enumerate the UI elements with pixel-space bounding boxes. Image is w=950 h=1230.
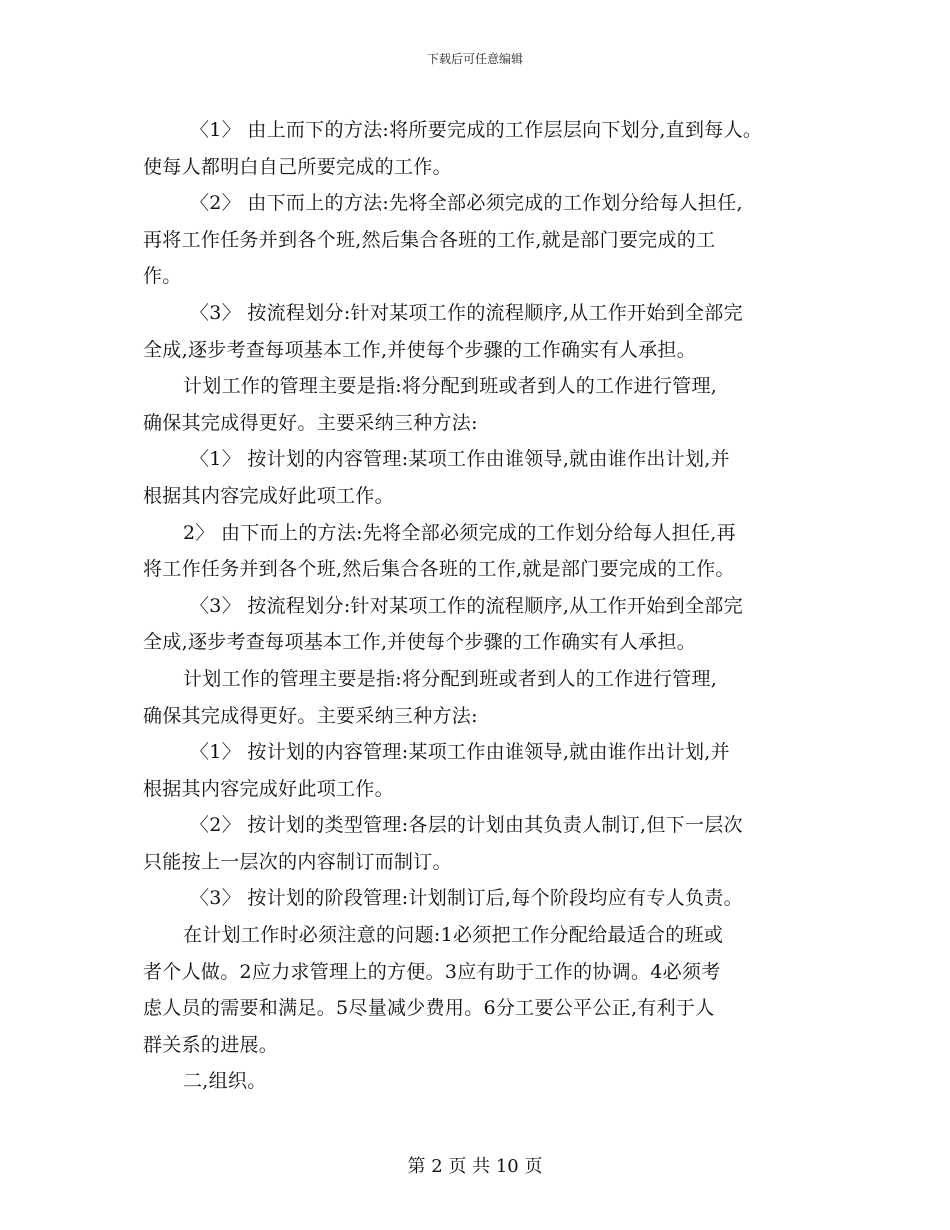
text-line: 者个人做。2应力求管理上的方便。3应有助于工作的协调。4必须考 bbox=[143, 960, 721, 983]
text-line: 作。 bbox=[143, 265, 182, 288]
text-line: 〈3〉 按流程划分:针对某项工作的流程顺序,从工作开始到全部完 bbox=[190, 594, 743, 617]
text-line: 〈2〉 由下而上的方法:先将全部必须完成的工作划分给每人担任, bbox=[190, 192, 743, 215]
text-line: 虑人员的需要和满足。5尽量减少费用。6分工要公平公正,有利于人 bbox=[143, 997, 715, 1020]
text-line: 〈3〉 按流程划分:针对某项工作的流程顺序,从工作开始到全部完 bbox=[190, 301, 743, 324]
text-line: 将工作任务并到各个班,然后集合各班的工作,就是部门要完成的工作。 bbox=[143, 558, 735, 581]
text-line: 〈1〉 按计划的内容管理:某项工作由谁领导,就由谁作出计划,并 bbox=[190, 448, 730, 471]
text-line: 全成,逐步考查每项基本工作,并使每个步骤的工作确实有人承担。 bbox=[143, 631, 697, 654]
page-header: 下载后可任意编辑 bbox=[426, 52, 523, 66]
page-number-footer: 第 2 页 共 10 页 bbox=[407, 1156, 543, 1177]
text-line: 〈1〉 由上而下的方法:将所要完成的工作层层向下划分,直到每人。 bbox=[190, 119, 763, 141]
text-line: 只能按上一层次的内容制订而制订。 bbox=[143, 850, 452, 873]
document-body bbox=[143, 112, 808, 1100]
text-line: 确保其完成得更好。主要采纳三种方法: bbox=[143, 704, 478, 727]
text-line: 根据其内容完成好此项工作。 bbox=[143, 777, 394, 800]
text-line: 〈3〉 按计划的阶段管理:计划制订后,每个阶段均应有专人负责。 bbox=[190, 887, 743, 910]
text-line: 群关系的进展。 bbox=[143, 1033, 279, 1056]
text-line: 根据其内容完成好此项工作。 bbox=[143, 484, 394, 507]
text-line: 计划工作的管理主要是指:将分配到班或者到人的工作进行管理, bbox=[183, 375, 718, 398]
text-line: 〈1〉 按计划的内容管理:某项工作由谁领导,就由谁作出计划,并 bbox=[190, 741, 730, 764]
text-line: 再将工作任务并到各个班,然后集合各班的工作,就是部门要完成的工 bbox=[143, 228, 716, 251]
text-line: 使每人都明白自己所要完成的工作。 bbox=[143, 155, 452, 178]
text-line: 〈2〉 按计划的类型管理:各层的计划由其负责人制订,但下一层次 bbox=[190, 814, 743, 837]
text-line: 全成,逐步考查每项基本工作,并使每个步骤的工作确实有人承担。 bbox=[143, 338, 697, 361]
text-line: 二,组织。 bbox=[183, 1070, 267, 1093]
text-line: 计划工作的管理主要是指:将分配到班或者到人的工作进行管理, bbox=[183, 667, 718, 690]
text-line: 确保其完成得更好。主要采纳三种方法: bbox=[143, 411, 478, 434]
text-line: 在计划工作时必须注意的问题:1必须把工作分配给最适合的班或 bbox=[183, 924, 724, 947]
text-line: 2〉 由下而上的方法:先将全部必须完成的工作划分给每人担任,再 bbox=[183, 521, 736, 544]
